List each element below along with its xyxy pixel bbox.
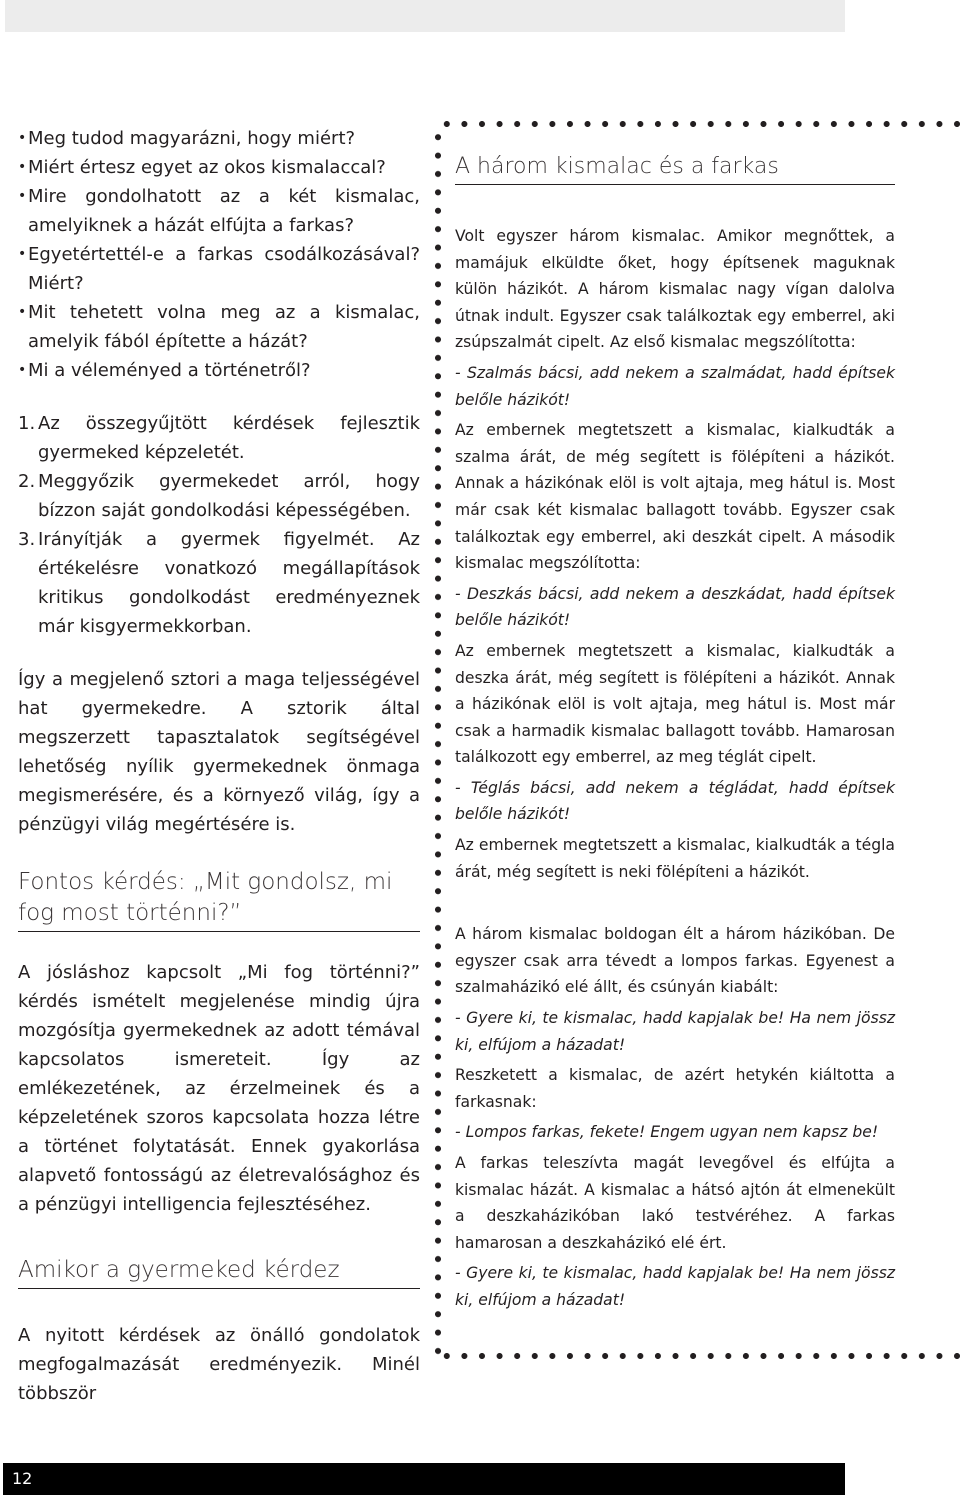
story-effect-paragraph: Így a megjelenő sztori a maga teljességével hat gyermekedre. A sztorik által megszerzett tapasztalatok segítségével lehetőség nyílik gyermekednek önmaga megismerésére, és a környező világ, így a pénzügyi világ megértésére is. (18, 669, 420, 835)
benefit-number: 2. (18, 471, 36, 492)
open-questions-paragraph: A nyitott kérdések az önálló gondolatok megfogalmazását eredményezik. Minél többször (18, 1325, 420, 1404)
story-dialogue: - Lompos farkas, fekete! Engem ugyan nem kapsz be! (455, 1123, 879, 1142)
benefit-list (18, 409, 420, 641)
important-question-heading: Fontos kérdés: „Mit gondolsz, mi fog most történni?” (18, 867, 420, 932)
story-paragraph: Volt egyszer három kismalac. Amikor megnőttek, a mamájuk elküldte őket, hogy építsenek maguknak külön házikót. A három kismalac nagy vígan dalolva útnak indult. Egyszer csak találkoztak egy emberrel, aki zsúpszalmát cipelt. Az első kismalac megszólította: (455, 227, 895, 352)
prediction-paragraph: A jósláshoz kapcsolt „Mi fog történni?” kérdés ismételt megjelenése mindig újra mozgósítja gyermekednek az adott témával kapcsolatos ismereteit. Így az emlékezetének, az érzelmeinek és a képzeletének szoros kapcsolata hozza létre a történet folytatását. Ennek gyakorlása alapvető fontosságú az életrevalósághoz és a pénzügyi intelligencia fejlesztéséhez. (18, 962, 420, 1215)
story-paragraph: Az embernek megtetszett a kismalac, kialkudták a tégla árát, még segített is neki fölépíteni a házikót. (455, 836, 895, 881)
story-dialogue: - Gyere ki, te kismalac, hadd kapjalak be! Ha nem jössz ki, elfújom a házadat! (455, 1264, 895, 1309)
child-asks-heading: Amikor a gyermeked kérdez (18, 1255, 420, 1289)
benefit-text: Irányítják a gyermek figyelmét. Az értékelésre vonatkozó megállapítások kritikus gondolkodást eredményeznek már kisgyermekkorban. (38, 529, 420, 637)
page-number: 12 (12, 1469, 33, 1488)
dotted-border-bottom (438, 1352, 960, 1360)
left-column (18, 124, 420, 1408)
story-dialogue: - Gyere ki, te kismalac, hadd kapjalak be! Ha nem jössz ki, elfújom a házadat! (455, 1009, 895, 1054)
top-header-bar (5, 0, 845, 32)
story-dialogue: - Téglás bácsi, add nekem a tégládat, hadd építsek belőle házikót! (455, 778, 895, 824)
story-paragraph: A három kismalac boldogan élt a három házikóban. De egyszer csak arra tévedt a lompos farkas. Egyenest a szalmaházikó elé állt, és csúnyán kiabált: (455, 925, 895, 997)
story-title: A három kismalac és a farkas (455, 152, 895, 185)
story-paragraph: Reszketett a kismalac, de azért hetykén kiáltotta a farkasnak: (455, 1066, 895, 1111)
footer-bar (3, 1463, 845, 1495)
dotted-border-top (438, 120, 960, 128)
question-item: • Meg tudod magyarázni, hogy miért? (18, 124, 420, 153)
question-item: • Egyetértettél-e a farkas csodálkozásával? Miért? (18, 240, 420, 298)
benefit-item (18, 525, 420, 641)
benefit-number: 3. (18, 529, 36, 550)
story-paragraph: Az embernek megtetszett a kismalac, kialkudták a szalma árát, de még segített is fölépíteni a házikót. Annak a házikónak elöl is volt ajtaja, meg hátul is. Most már csak két kismalac ballagott tovább. Egyszer csak találkoztak egy emberrel, aki deszkát cipelt. A második kismalac megszólította: (455, 421, 895, 573)
story-paragraph: A farkas teleszívta magát levegővel és elfújta a kismalac házát. A kismalac a hátsó ajtón át elmenekült a deszkaházikóban lakó testvéréhez. A farkas hamarosan a deszkaházikó elé ért. (455, 1154, 895, 1252)
benefit-item (18, 467, 420, 525)
question-item: • Miért értesz egyet az okos kismalaccal? (18, 153, 420, 182)
story-dialogue: - Deszkás bácsi, add nekem a deszkádat, hadd építsek belőle házikót! (455, 584, 895, 630)
story-paragraph: Az embernek megtetszett a kismalac, kialkudták a deszka árát, még segített is fölépíteni a házikót. Annak a házikónak elöl is volt ajtaja, meg hátul is. Most már csak a harmadik kismalac ballagott tovább. Hamarosan találkozott egy emberrel, az meg téglát cipelt. (455, 641, 895, 767)
benefit-item (18, 409, 420, 467)
question-item: • Mi a véleményed a történetről? (18, 356, 420, 385)
question-item: • Mit tehetett volna meg az a kismalac, amelyik fából építette a házát? (18, 298, 420, 356)
benefit-text: Az összegyűjtött kérdések fejlesztik gyermeked képzeletét. (38, 413, 420, 463)
benefit-number: 1. (18, 413, 36, 434)
benefit-text: Meggyőzik gyermekedet arról, hogy bízzon saját gondolkodási képességében. (38, 471, 420, 521)
story-dialogue: - Szalmás bácsi, add nekem a szalmádat, hadd építsek belőle házikót! (455, 363, 895, 409)
dotted-border-left (434, 128, 442, 1358)
question-item: • Mire gondolhatott az a két kismalac, amelyiknek a házát elfújta a farkas? (18, 182, 420, 240)
story-box (455, 152, 895, 1314)
question-list (18, 124, 420, 385)
